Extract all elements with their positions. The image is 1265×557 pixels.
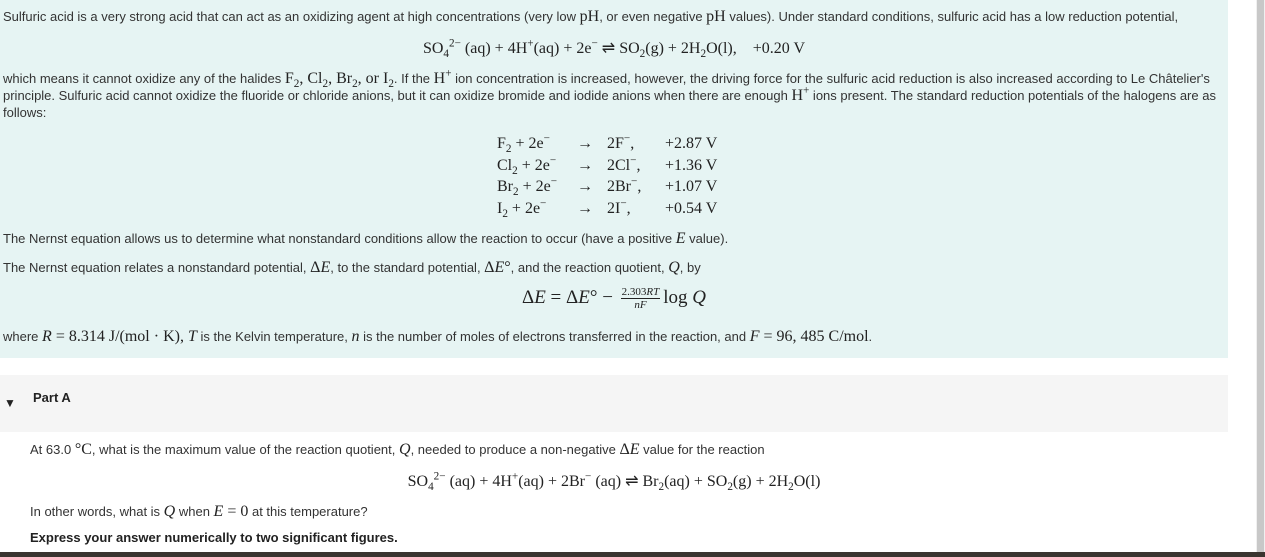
halide-product: 2Cl−,	[607, 154, 641, 174]
halogen-reactant: $F_2 + 2e^-$	[497, 132, 550, 156]
halogen-reactant: $Br_2 + 2e^-$	[497, 175, 558, 199]
halogen-potential: +2.87 V	[665, 135, 718, 152]
answer-instruction: Express your answer numerically to two significant figures.	[30, 530, 398, 545]
sulfate-potential: +0.20 V	[752, 40, 806, 57]
intro-paragraph-5: where R = 8.314 J/(mol · K), T is the Kelvin temperature, n is the number of moles of electrons transferred in the reaction, and F = 96, 485 C/mol.	[3, 328, 873, 345]
halide-product: 2I−,	[607, 197, 631, 217]
reaction-arrow: →	[577, 199, 593, 217]
nernst-fraction: $\frac{2.303RT}{nF}$	[621, 286, 660, 311]
halogen-row	[497, 198, 717, 220]
part-a-question: At 63.0 °C, what is the maximum value of the reaction quotient, Q, needed to produce a non-negative ΔE value for the reaction	[30, 441, 765, 458]
halide-product: 2Br−,	[607, 175, 642, 195]
reaction-arrow: →	[577, 178, 593, 195]
bromide-oxidation-equation: $SO_4^{2-}$ (aq) + 4H+(aq) + 2Br− (aq) ⇌ $Br_2(aq) + SO_2(g) + 2H_2O(l)$	[407, 470, 821, 494]
reaction-arrow: →	[577, 135, 593, 152]
part-a-header[interactable]	[0, 375, 1228, 432]
halogen-reactant: $Cl_2 + 2e^-$	[497, 154, 557, 177]
intro-paragraph-1: Sulfuric acid is a very strong acid that can act as an oxidizing agent at high concentrations (very low pH, or even negative pH values). Under standard conditions, sulfuric acid has a low reduction potential,	[3, 8, 1179, 25]
collapse-triangle-icon[interactable]: ▼	[4, 396, 16, 410]
scrollbar-thumb[interactable]	[1257, 0, 1264, 557]
halogen-reduction-potentials	[497, 133, 717, 219]
halogen-row	[497, 133, 717, 155]
bottom-edge-divider	[0, 552, 1265, 557]
halogen-row	[497, 155, 717, 177]
intro-paragraph-2: which means it cannot oxidize any of the halides $F_2$, $Cl_2$, $Br_2$, or $I_2$. If the H+ ion concentration is increased, however, the driving force for the sulfuric acid reduction is also increased according to Le Châtelier's principle. Sulfuric acid cannot oxidize the fluoride or chloride anions, but it can oxidize bromide and iodide anions when there are enough H+ ions present. The standard reduction potentials of the halogens are as follows:	[3, 67, 1216, 120]
halogen-reactant: $I_2 + 2e^-$	[497, 197, 547, 220]
intro-paragraph-4: The Nernst equation relates a nonstandard potential, ΔE, to the standard potential, ΔE°, and the reaction quotient, Q, by	[3, 259, 701, 276]
part-a-title: Part A	[33, 390, 71, 405]
halogen-potential: +1.36 V	[665, 156, 718, 174]
part-a-rephrase: In other words, what is Q when E = 0 at this temperature?	[30, 503, 368, 520]
sulfate-reduction-equation: $SO_4^{2-}$ (aq) + 4H+(aq) + 2e− ⇌ $SO_2(g) + 2H_2O(l)$, +0.20 V	[422, 37, 806, 61]
halide-product: 2F−,	[607, 132, 635, 152]
faraday-constant-unit: C/mol	[828, 328, 869, 345]
halogen-row	[497, 176, 717, 198]
nernst-equation: ΔE = ΔE° − $\frac{2.303RT}{nF}$ log Q	[521, 286, 707, 311]
halogen-potential: +1.07 V	[665, 178, 718, 195]
halogen-potential: +0.54 V	[665, 199, 718, 217]
gas-constant-unit: J/(mol · K)	[108, 328, 180, 345]
intro-paragraph-3: The Nernst equation allows us to determine what nonstandard conditions allow the reaction to occur (have a positive E value).	[3, 230, 729, 247]
reaction-arrow: →	[577, 156, 593, 174]
faraday-constant-value: 96, 485	[776, 328, 825, 345]
gas-constant-value: 8.314	[68, 328, 105, 345]
